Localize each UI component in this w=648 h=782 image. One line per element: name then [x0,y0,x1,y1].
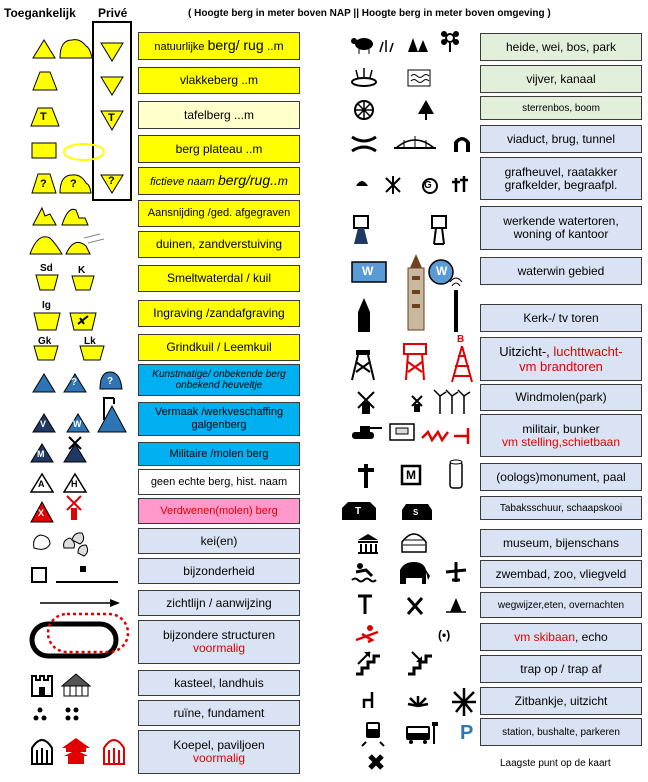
label-text: Smeltwaterdal / kuil [166,271,272,285]
tv-tower-icon [450,278,462,332]
cross-monument-icon [358,464,374,488]
windpark-icon [434,390,470,414]
tent-icon [446,598,466,612]
icon-letter-t: T [40,111,47,123]
label-text: m [277,173,288,188]
label-laagste-punt: Laagste punt op de kaart [500,758,611,769]
label-text: berg/ rug [207,36,264,53]
label-text: kasteel, landhuis [174,675,264,690]
label-text: Kunstmatige/ onbekende berg [152,369,286,380]
label-text: Aansnijding /ged. afgegraven [147,207,291,219]
label-text: zichtlijn / aanwijzing [166,595,272,610]
label-text: berg plateau ..m [175,141,263,156]
label-text: Militaire /molen berg [169,447,269,460]
label-text: (oologs)monument, paal [496,469,626,484]
label-text: vijver, kanaal [526,71,596,86]
airplane-icon [446,562,466,582]
lowest-point-icon [370,756,382,768]
icon-letter-b: B [457,334,465,345]
label-text: vm brandtoren [519,359,603,374]
label-text: sterrenbos, boom [522,102,600,114]
bridge-icon [394,136,436,148]
label-text: Uitzicht-, [499,344,554,359]
header-note: ( Hoogte berg in meter boven NAP || Hoogte berg in meter boven omgeving ) [188,8,551,19]
label-text: ..m [263,38,284,53]
label-text: Tabaksschuur, schaapskooi [499,502,623,514]
water-tower-house-icon [432,216,446,244]
label-text: Zitbankje, uitzicht [514,693,608,708]
icon-letter-q: ? [108,175,115,187]
label-text: zwembad, zoo, vliegveld [495,566,627,581]
defense-line-red-icon [422,432,448,440]
label-text: galgenberg [191,419,247,431]
lookout-tower-icon [352,350,374,380]
icon-letter-m: M [37,449,45,459]
icon-letter-ig: Ig [42,300,51,311]
icon-letter-t: T [108,112,115,124]
label-text: Vermaak /werkveschaffing [154,406,284,418]
tank-icon [352,426,382,439]
bunker-icon [390,424,414,440]
label-text: werkende watertoren, [503,214,619,228]
icon-letter-x: X [38,508,45,518]
bus-icon [406,722,438,744]
label-text: Windmolen(park) [515,390,607,404]
label-text: heide, wei, bos, park [505,39,617,54]
windmill-icon [358,392,374,414]
trees-icon [408,38,428,52]
icon-letter-g: G [424,180,432,191]
header-toegankelijk: Toegankelijk [4,6,76,20]
icon-letter-q: ? [71,377,78,388]
shooting-range-red-icon [454,428,468,444]
air-watch-tower-red-icon [452,346,472,382]
label-text: militair, bunker [522,421,600,436]
beehive-icon [402,534,426,552]
stairs-up-icon [356,652,380,674]
label-text: bijzonderheid [183,563,255,578]
label-text: vlakkeberg ..m [179,73,259,87]
label-text: Grindkuil / Leemkuil [166,340,272,354]
icon-letter-m: M [406,468,416,482]
label-text: voormalig [192,751,246,765]
label-text: viaduct, brug, tunnel [506,131,616,146]
cemetery-icon [452,176,468,192]
train-icon [362,722,384,746]
label-text: natuurlijke [154,40,208,53]
icon-letter-v: V [40,419,47,429]
label-text: grafheuvel, raatakker [504,164,618,179]
label-text: Verdwenen(molen) berg [160,504,278,517]
icon-letter-a: A [38,479,45,489]
icon-letter-w: W [362,264,374,278]
church-tower-large-icon [408,254,424,330]
label-text: woning of kantoor [513,227,609,241]
label-text: station, bushalte, parkeren [502,726,620,738]
label-text: berg/rug.. [217,171,278,188]
church-icon [358,298,370,332]
water-tower-icon [354,216,368,244]
label-text: Koepel, paviljoen [173,738,265,752]
viaduct-icon [352,137,376,151]
label-text: vm stelling,schietbaan [501,434,621,449]
label-text: vm skibaan [514,629,575,644]
museum-icon [358,534,378,554]
label-text: duinen, zandverstuiving [155,237,283,251]
windmill-small-icon [412,396,422,412]
icon-letter-q: ? [40,178,47,190]
grass-icon [380,40,393,52]
label-text: ruïne, fundament [173,705,265,720]
icon-letter-t: T [355,506,362,517]
label-text: geen echte berg, hist. naam [150,475,288,488]
label-text: kei(en) [200,533,238,548]
tunnel-icon [454,137,470,152]
label-text: voormalig [192,641,246,655]
fire-tower-red-icon [404,344,426,380]
tree-icon [418,100,434,120]
elephant-icon [400,562,430,584]
stairs-down-icon [408,652,432,674]
panorama-icon [452,688,476,716]
viewpoint-icon [408,696,428,706]
label-text: museum, bijenschans [502,535,620,550]
label-text: onbekend heuveltje [175,380,263,391]
star-forest-icon [355,101,373,119]
icon-letter-w: W [73,419,82,429]
canal-icon [408,70,430,86]
echo-icon: (•) [438,628,451,642]
celtic-field-icon [386,176,400,194]
label-text: bijzondere structuren [162,628,276,642]
cutlery-icon [408,598,422,614]
icon-letter-q: ? [107,376,114,387]
label-text: tafelberg ...m [183,107,255,122]
pole-icon [450,460,462,488]
label-text: Ingraving /zandafgraving [153,306,285,320]
pond-icon [352,68,376,86]
icon-letter-gk: Gk [38,336,52,347]
skiing-red-icon [356,625,378,642]
label-text: Kerk-/ tv toren [523,310,599,325]
label-text: wegwijzer,eten, overnachten [497,599,625,611]
icon-letter-k: K [78,265,86,276]
icon-letter-w: W [436,264,448,278]
icon-letter-lk: Lk [84,336,96,347]
label-text: grafkelder, begraafpl. [504,177,618,192]
signpost-icon [358,596,372,614]
icon-letter-s: S [413,508,419,517]
swimming-icon [352,563,376,582]
label-text: fictieve naam [150,175,218,188]
parking-icon: P [460,722,474,744]
bench-icon [364,692,372,708]
icon-letter-h: H [71,479,78,489]
flower-icon [441,31,459,52]
sheep-icon [351,38,373,54]
label-text: luchttwacht- [553,344,623,359]
label-text: trap op / trap af [520,661,602,676]
label-text: , echo [575,629,608,644]
icon-letter-q: ? [70,178,77,190]
icon-letter-sd: Sd [40,263,53,274]
label-text: waterwin gebied [517,263,605,278]
header-prive: Privé [98,6,128,20]
burial-mound-icon [356,181,368,186]
